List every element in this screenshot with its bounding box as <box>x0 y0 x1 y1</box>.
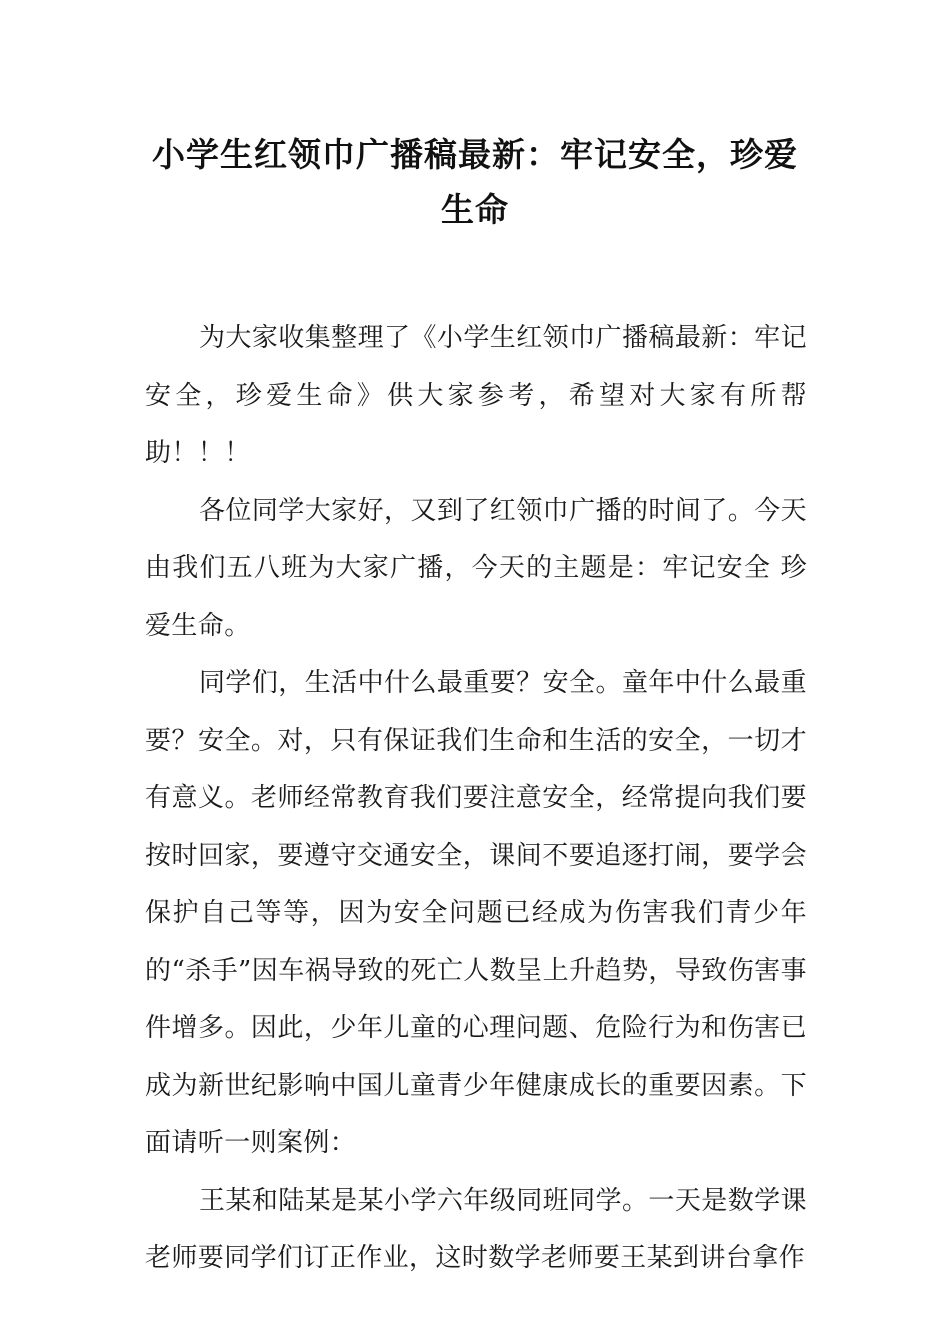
paragraph-greeting: 各位同学大家好，又到了红领巾广播的时间了。今天由我们五八班为大家广播，今天的主题是：牢记安全 珍爱生命。 <box>145 495 807 641</box>
paragraph-case-study: 王某和陆某是某小学六年级同班同学。一天是数学课老师要同学们订正作业，这时数学老师要王某到讲台拿作 <box>145 1185 807 1273</box>
document-title: 小学生红领巾广播稿最新：牢记安全，珍爱生命 <box>152 135 798 229</box>
paragraph-safety-importance: 同学们，生活中什么最重要？安全。童年中什么最重要？安全。对，只有保证我们生命和生活的安全，一切才有意义。老师经常教育我们要注意安全，经常提向我们要按时回家，要遵守交通安全，课间不要追逐打闹，要学会保护自己等等，因为安全问题已经成为伤害我们青少年的“杀手”因车祸导致的死亡人数呈上升趋势，导致伤害事件增多。因此，少年儿童的心理问题、危险行为和伤害已成为新世纪影响中国儿童青少年健康成长的重要因素。下面请听一则案例： <box>145 668 807 1158</box>
document-body <box>145 310 807 1288</box>
paragraph-intro: 为大家收集整理了《小学生红领巾广播稿最新：牢记安全，珍爱生命》供大家参考，希望对大家有所帮助！！！ <box>145 323 807 468</box>
